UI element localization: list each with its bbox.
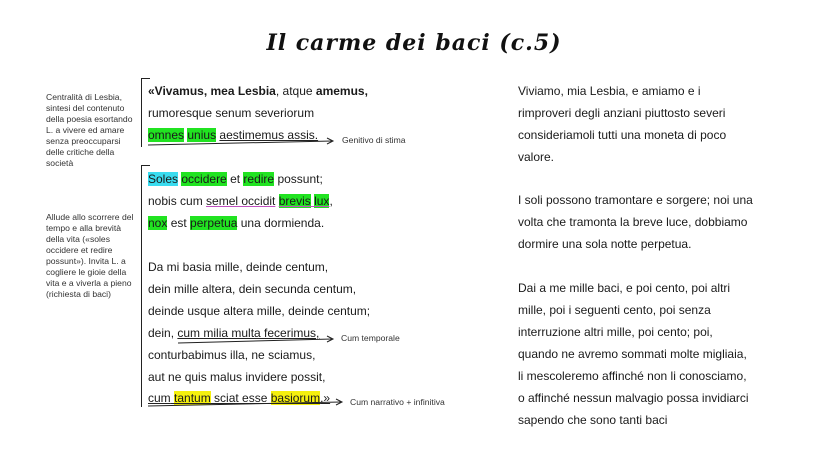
arrow-line [148, 402, 341, 406]
latin-line: aut ne quis malus invidere possit, [148, 370, 326, 384]
translation-line: quando ne avremo sommati molte migliaia, [518, 347, 747, 361]
latin-text-span: nobis cum [148, 194, 207, 208]
annotation-cum-temporale: Cum temporale [341, 333, 400, 343]
latin-line: dein mille altera, dein secunda centum, [148, 282, 357, 296]
latin-text-span: et [226, 172, 244, 186]
highlight-yellow: tantum [174, 391, 211, 405]
underlined-phrase: .» [320, 391, 331, 405]
translation-line: dormire una sola notte perpetua. [518, 237, 692, 251]
highlight-green: lux [314, 194, 330, 208]
latin-line: deinde usque altera mille, deinde centum; [148, 304, 371, 318]
translation-line: li mescoleremo affinché non li conosciamo, [518, 369, 747, 383]
translation-line: sapendo che sono tanti baci [518, 413, 668, 427]
page-title: Il carme dei baci (c.5) [266, 30, 562, 56]
translation-line: consideriamoli tutti una moneta di poco [518, 128, 727, 142]
latin-text-span: una dormienda. [237, 216, 325, 230]
highlight-green: omnes [148, 128, 185, 142]
translation-line: Viviamo, mia Lesbia, e amiamo e i [518, 84, 701, 98]
latin-text-span: , atque [275, 84, 316, 98]
translation-line: rimproveri degli anziani piuttosto severi [518, 106, 726, 120]
latin-line: Da mi basia mille, deinde centum, [148, 260, 329, 274]
underlined-phrase: cum [148, 391, 171, 405]
highlight-green: occidere [181, 172, 227, 186]
latin-bold-phrase: amemus, [315, 84, 368, 98]
translation-line: valore. [518, 150, 555, 164]
translation-line: mille, poi i seguenti cento, poi senza [518, 303, 711, 317]
translation-line: volta che tramonta la breve luce, dobbiamo [518, 215, 748, 229]
translation-line: Dai a me mille baci, e poi cento, poi altri [518, 281, 731, 295]
underlined-phrase: sciat esse [210, 391, 271, 405]
latin-bold-phrase: «Vivamus, mea Lesbia [148, 84, 276, 98]
translation-line: I soli possono tramontare e sorgere; noi una [518, 193, 753, 207]
latin-text-span: , [329, 194, 333, 208]
highlight-cyan: Soles [148, 172, 179, 186]
translation-line: interruzione altri mille, poi cento; poi, [518, 325, 713, 339]
underlined-phrase-pink: semel occidit [206, 194, 276, 208]
latin-line: conturbabimus illa, ne sciamus, [148, 348, 316, 362]
underlined-phrase: cum milia multa fecerimus, [177, 326, 320, 340]
latin-text-span: dein, [148, 326, 178, 340]
highlight-yellow: basiorum [270, 391, 321, 405]
highlight-green: unius [187, 128, 217, 142]
arrow-line [148, 141, 332, 145]
side-note-centralita: Centralità di Lesbia, sintesi del contenuto della poesia esortando L. a vivere ed amare senza preoccuparsi delle critiche della società [46, 92, 133, 168]
latin-text-span: est [167, 216, 191, 230]
translation-line: o affinché nessun malvagio possa invidiarci [518, 391, 749, 405]
latin-line: rumoresque senum severiorum [148, 106, 315, 120]
highlight-green: nox [148, 216, 168, 230]
underlined-phrase: aestimemus assis. [219, 128, 319, 142]
arrow-line [178, 339, 332, 343]
annotation-genitivo: Genitivo di stima [342, 135, 406, 145]
annotation-cum-narrativo: Cum narrativo + infinitiva [350, 397, 445, 407]
highlight-green: perpetua [190, 216, 238, 230]
highlight-green: brevis [278, 194, 311, 208]
latin-text-span: possunt; [274, 172, 323, 186]
side-note-tempo: Allude allo scorrere del tempo e alla brevità della vita («soles occidere et redire possunt»). Invita L. a cogliere le gioie della vita e a viverla a pieno (richiesta di baci) [46, 212, 134, 299]
highlight-green: redire [243, 172, 275, 186]
